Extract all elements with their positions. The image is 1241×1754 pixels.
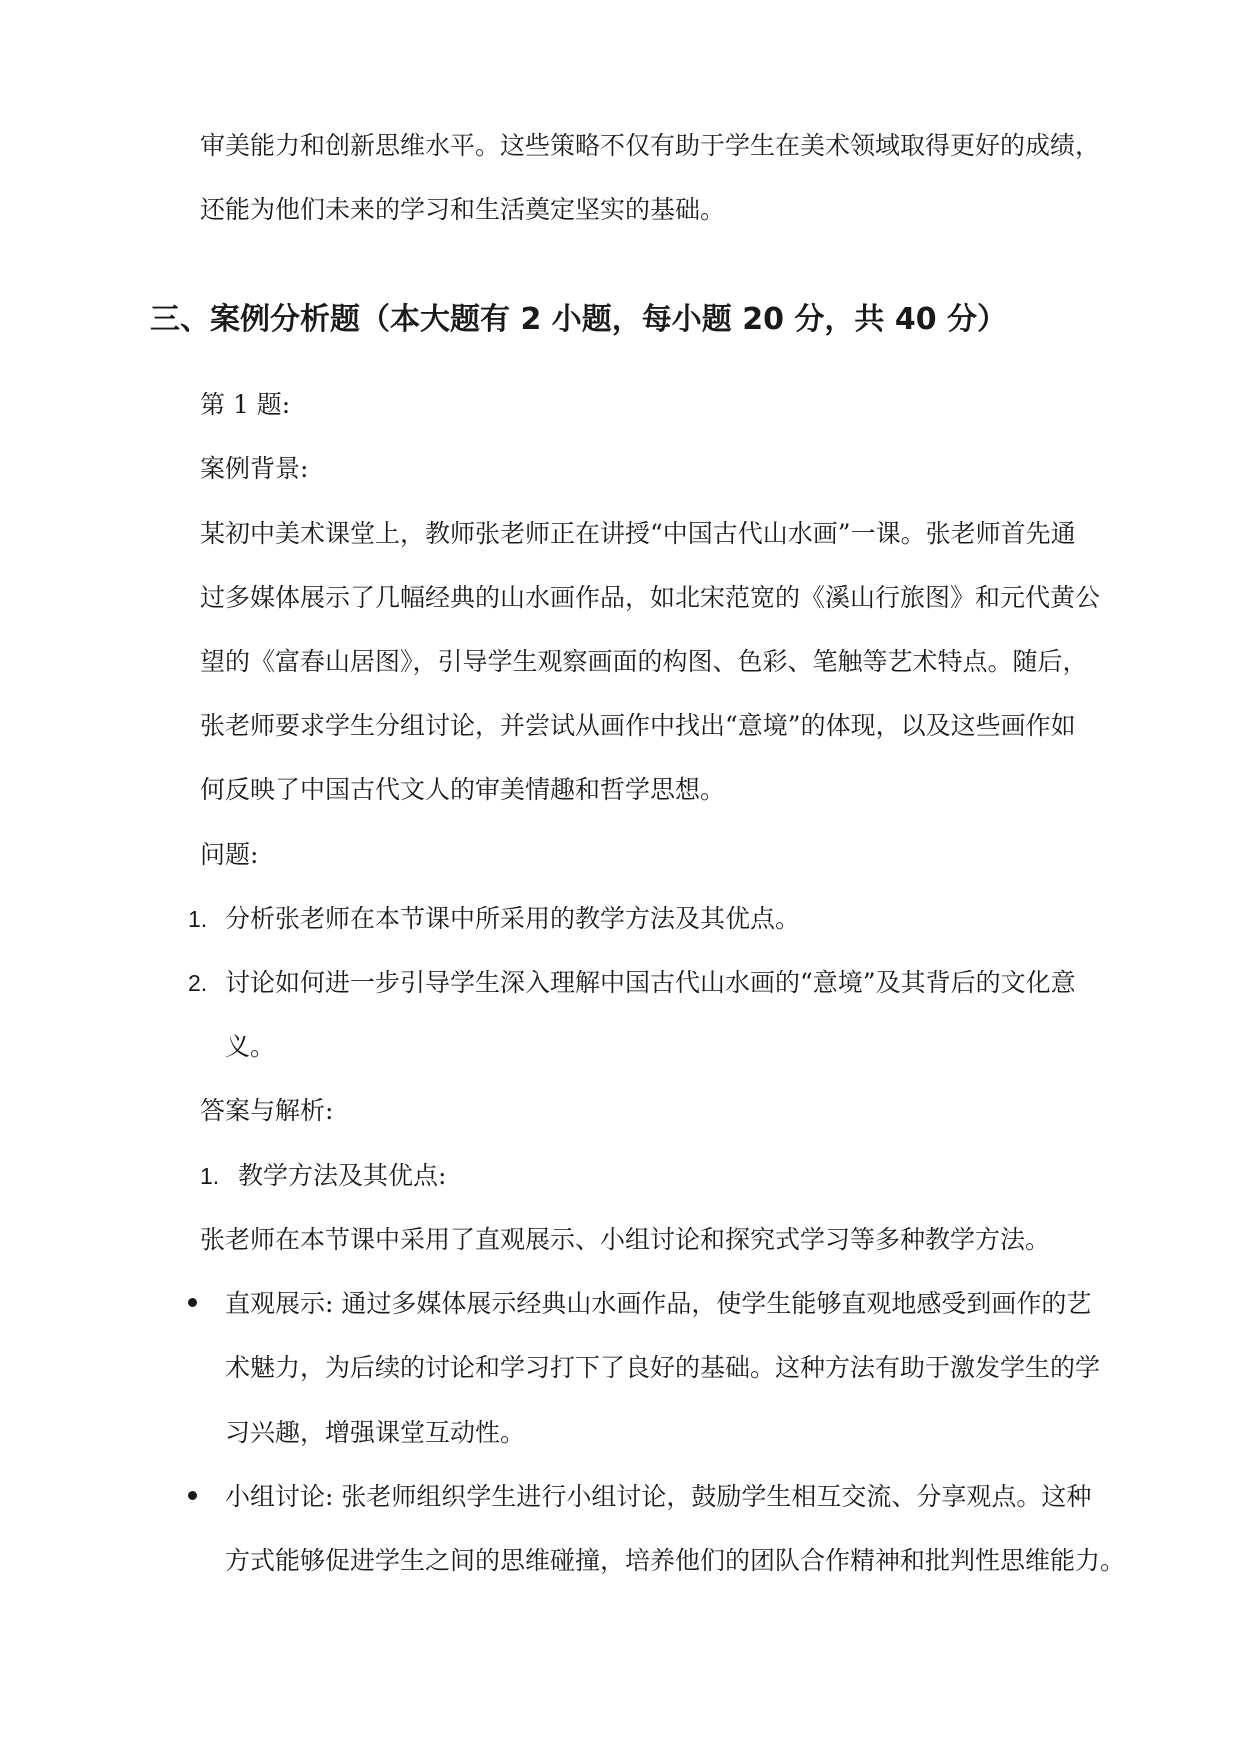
bullet-text: 方式能够促进学生之间的思维碰撞，培养他们的团队合作精神和批判性思维能力。 xyxy=(225,1546,1126,1575)
question-title: 第 1 题: xyxy=(200,390,291,419)
bullet-text: 习兴趣，增强课堂互动性。 xyxy=(225,1418,526,1447)
question-number: 1. xyxy=(188,906,208,932)
answer-label: 答案与解析: xyxy=(200,1096,334,1125)
question-number: 2. xyxy=(188,970,208,996)
questions-label: 问题: xyxy=(200,840,259,869)
background-line: 某初中美术课堂上，教师张老师正在讲授“中国古代山水画”一课。张老师首先通 xyxy=(200,519,1076,548)
question-text: 义。 xyxy=(225,1032,276,1061)
section-heading: 三、案例分析题（本大题有 2 小题，每小题 20 分，共 40 分） xyxy=(150,302,1008,337)
background-line: 过多媒体展示了几幅经典的山水画作品，如北宋范宽的《溪山行旅图》和元代黄公 xyxy=(200,583,1101,612)
bullet-text: 直观展示: 通过多媒体展示经典山水画作品，使学生能够直观地感受到画作的艺 xyxy=(225,1289,1092,1318)
background-line: 何反映了中国古代文人的审美情趣和哲学思想。 xyxy=(200,775,726,804)
bullet-text: 小组讨论: 张老师组织学生进行小组讨论，鼓励学生相互交流、分享观点。这种 xyxy=(225,1482,1092,1511)
intro-line-1: 审美能力和创新思维水平。这些策略不仅有助于学生在美术领域取得更好的成绩， xyxy=(200,131,1101,160)
answer-item-number: 1. xyxy=(200,1163,220,1189)
bullet-dot-icon xyxy=(188,1491,197,1500)
intro-line-2: 还能为他们未来的学习和生活奠定坚实的基础。 xyxy=(200,195,726,224)
question-text: 分析张老师在本节课中所采用的教学方法及其优点。 xyxy=(225,904,801,933)
answer-summary: 张老师在本节课中采用了直观展示、小组讨论和探究式学习等多种教学方法。 xyxy=(200,1225,1051,1254)
question-text: 讨论如何进一步引导学生深入理解中国古代山水画的“意境”及其背后的文化意 xyxy=(225,968,1076,997)
background-line: 张老师要求学生分组讨论，并尝试从画作中找出“意境”的体现，以及这些画作如 xyxy=(200,711,1076,740)
background-label: 案例背景: xyxy=(200,454,309,483)
answer-item-title: 教学方法及其优点: xyxy=(238,1161,447,1190)
bullet-dot-icon xyxy=(188,1298,197,1307)
background-line: 望的《富春山居图》，引导学生观察画面的构图、色彩、笔触等艺术特点。随后， xyxy=(200,647,1088,676)
bullet-text: 术魅力，为后续的讨论和学习打下了良好的基础。这种方法有助于激发学生的学 xyxy=(225,1353,1101,1382)
